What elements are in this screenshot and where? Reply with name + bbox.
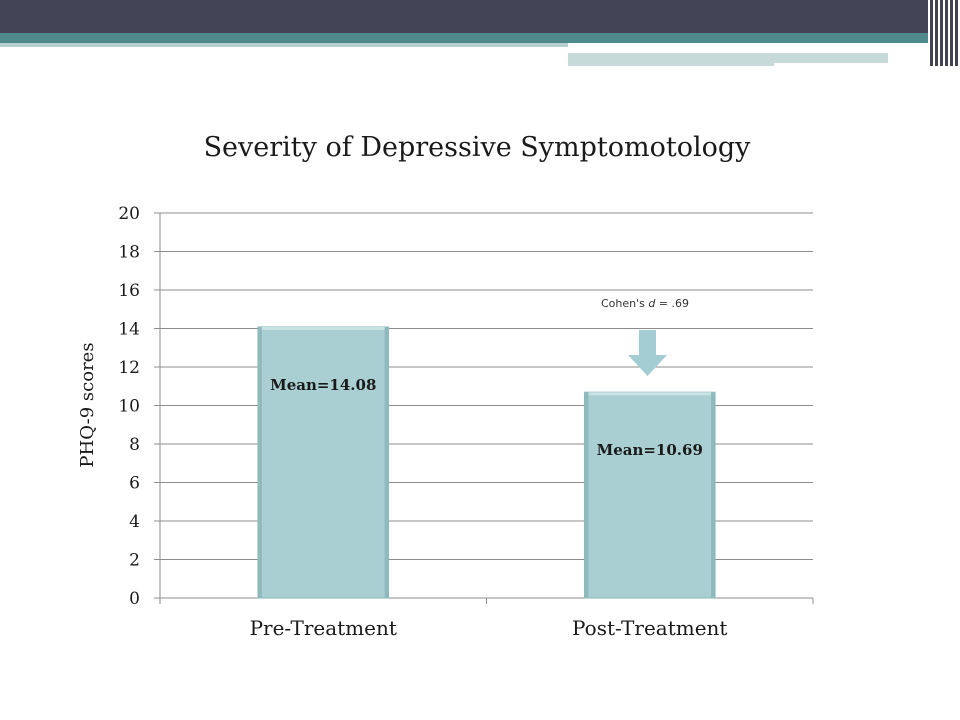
chart-title: Severity of Depressive Symptomotology (203, 132, 751, 163)
x-tick-label: Pre-Treatment (249, 616, 397, 640)
y-tick-label: 10 (118, 396, 140, 417)
bar-highlight (584, 392, 715, 395)
y-tick-label: 16 (118, 281, 140, 301)
bar-data-label: Mean=14.08 (270, 375, 377, 394)
annotation-suffix: = .69 (655, 297, 690, 310)
y-tick-labels (118, 204, 140, 609)
bar-edge-shade (258, 327, 262, 598)
bar-highlight (258, 327, 389, 330)
y-tick-label: 4 (129, 512, 140, 532)
effect-size-annotation (601, 297, 689, 310)
y-tick-label: 2 (129, 550, 140, 571)
bar-edge-shade (584, 392, 588, 598)
y-tick-label: 14 (118, 319, 140, 340)
y-tick-label: 20 (118, 204, 140, 224)
y-tick-label: 18 (118, 242, 140, 263)
bar-data-label: Mean=10.69 (596, 441, 703, 460)
bar-edge-shade (711, 392, 715, 598)
annotation-italic: d (648, 297, 656, 310)
bar (584, 392, 715, 598)
annotation-prefix: Cohen's (600, 297, 649, 310)
x-tick-labels (250, 616, 728, 640)
bar (258, 327, 389, 598)
bar-group (584, 392, 715, 598)
down-arrow-icon (628, 330, 667, 376)
y-axis-label: PHQ-9 scores (77, 342, 98, 468)
y-tick-label: 12 (118, 358, 140, 378)
y-tick-label: 6 (129, 473, 140, 494)
bar-group (258, 327, 389, 598)
y-tick-label: 0 (129, 589, 140, 609)
bar-edge-shade (385, 327, 389, 598)
x-tick-label: Post-Treatment (572, 616, 728, 640)
y-tick-label: 8 (129, 435, 140, 455)
